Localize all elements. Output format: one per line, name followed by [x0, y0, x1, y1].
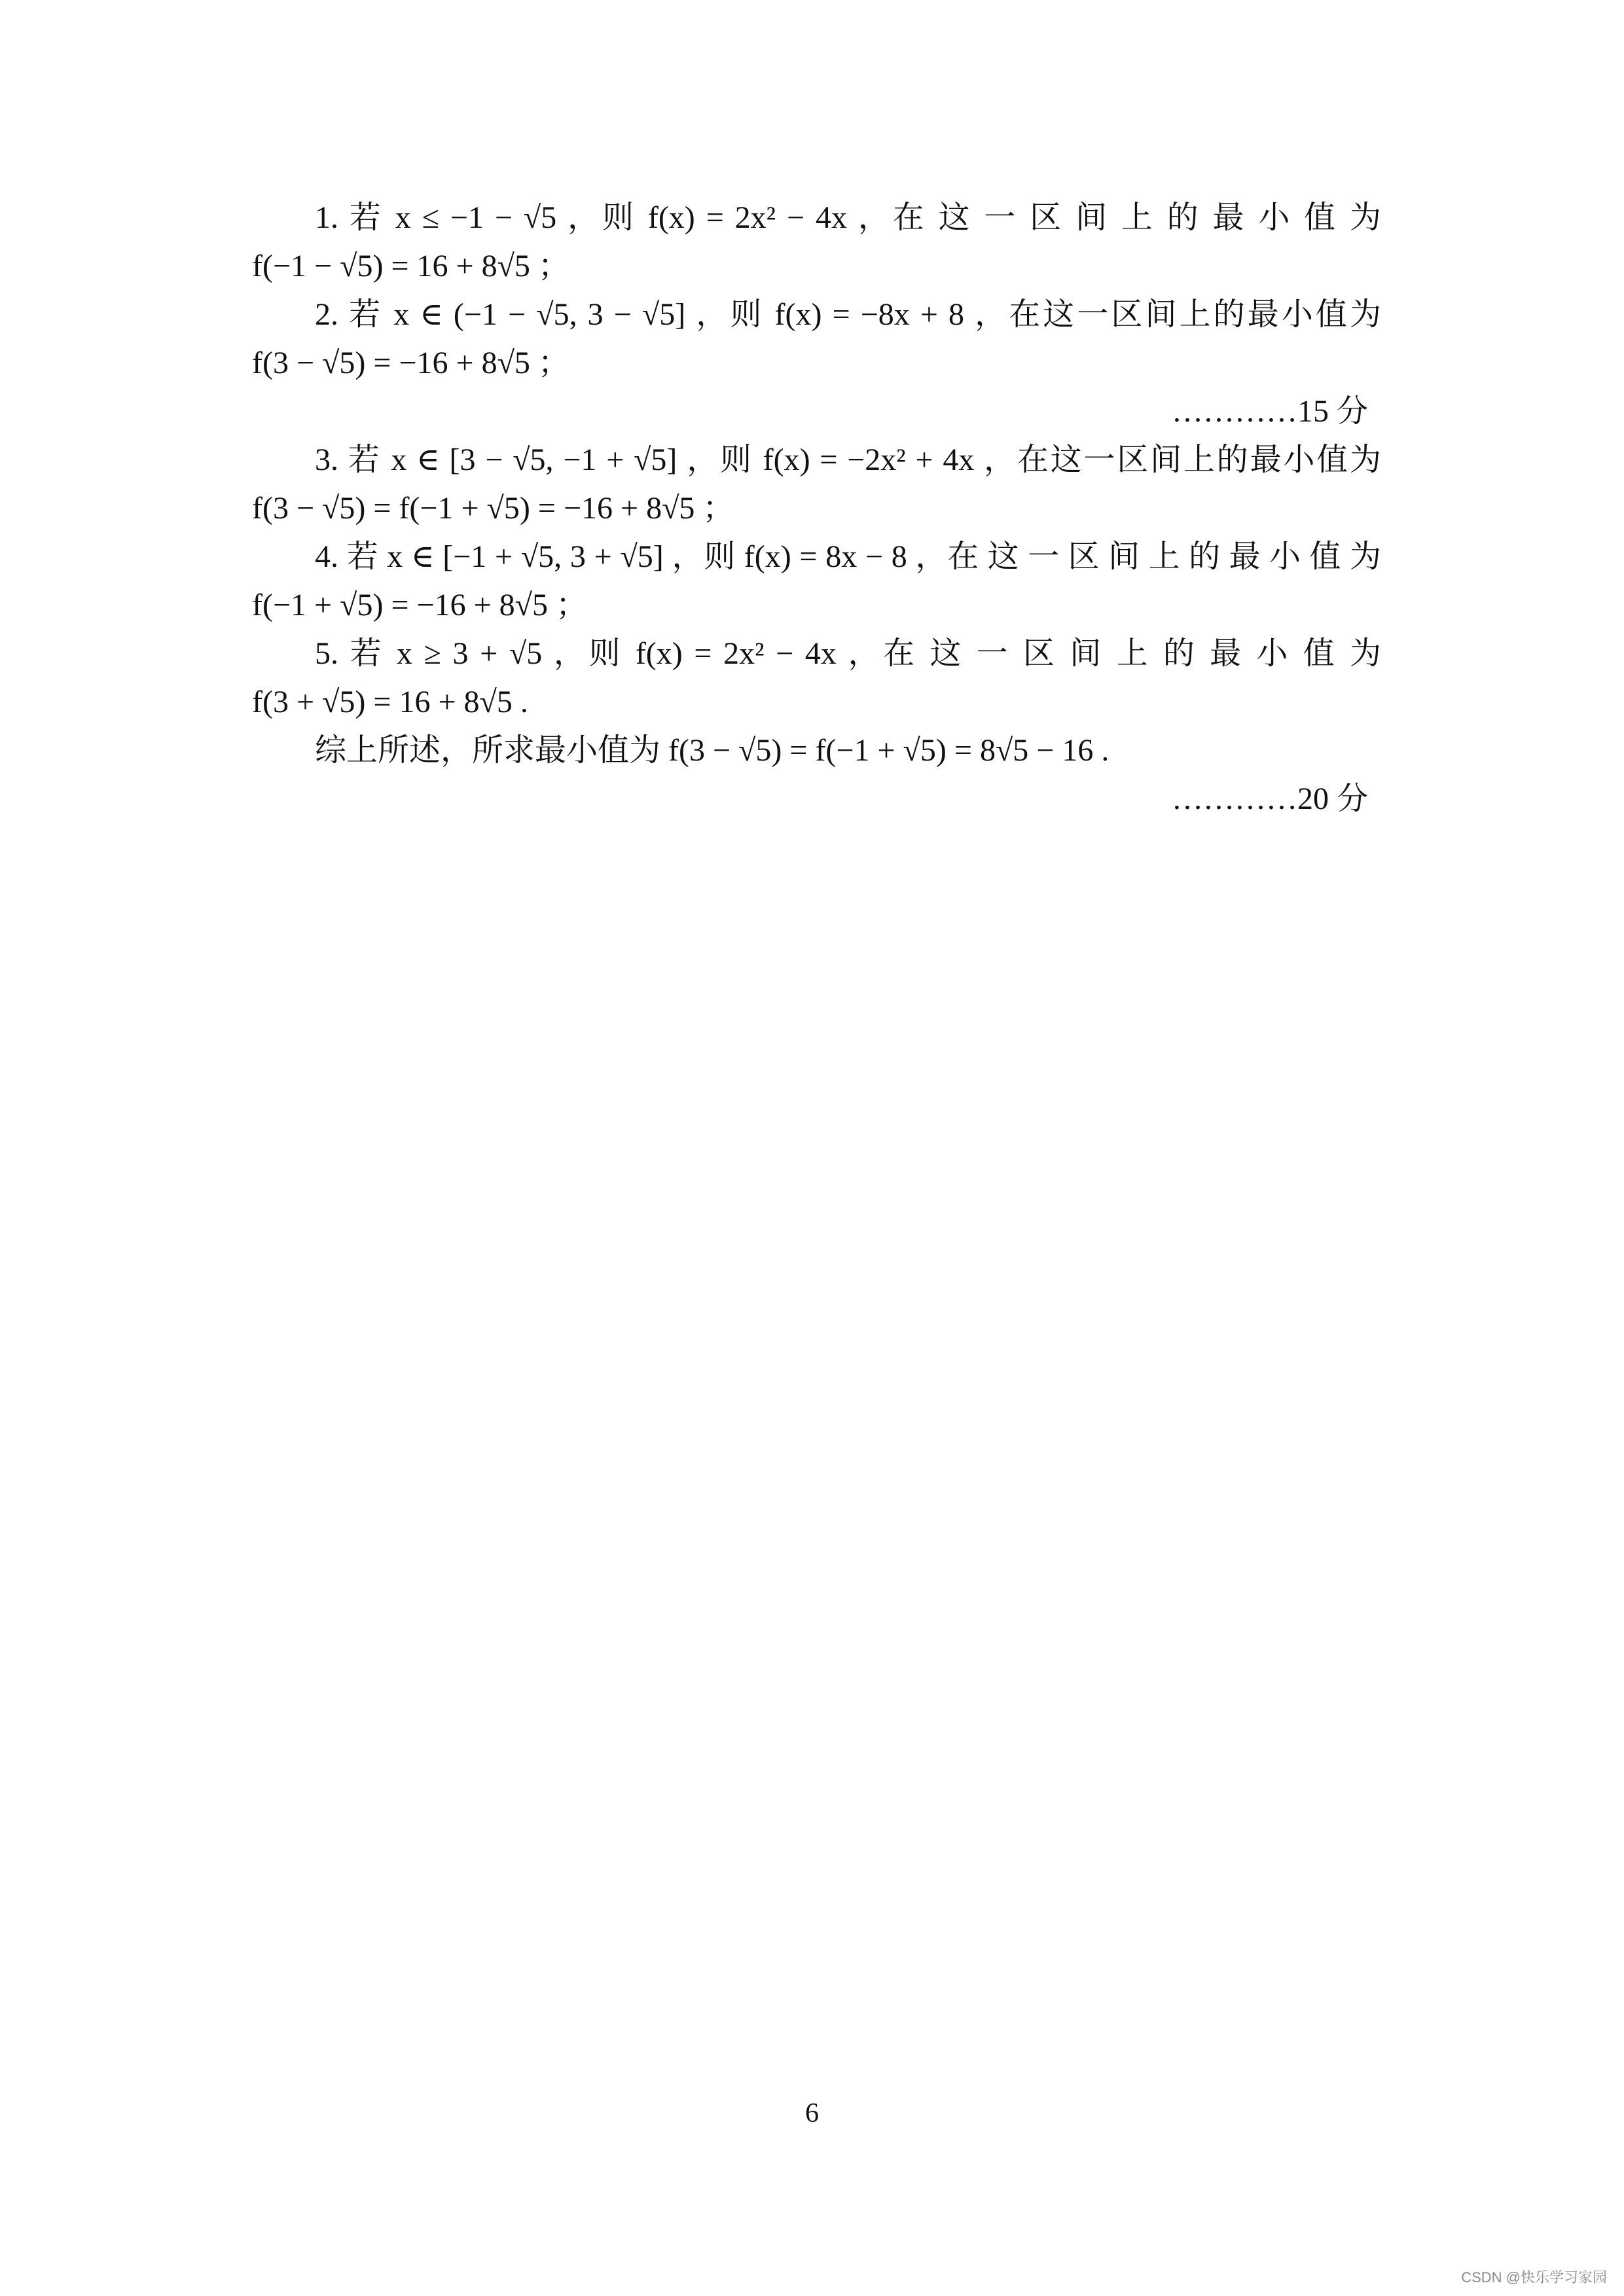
case-5-line-1: 5. 若 x ≥ 3 + √5 ，则 f(x) = 2x² − 4x ，在 这 一 区 间 上 的 最 小 值 为 [315, 636, 1381, 671]
solution-content [252, 194, 1381, 823]
case-3-line-2: f(3 − √5) = f(−1 + √5) = −16 + 8√5 ； [252, 491, 734, 526]
case-2-line-2: f(3 − √5) = −16 + 8√5 ； [252, 346, 569, 380]
watermark-text: CSDN @快乐学习家园 [1461, 2269, 1607, 2286]
score-marker-15: …………15 分 [1171, 394, 1368, 429]
case-2-line-1: 2. 若 x ∈ (−1 − √5, 3 − √5] ，则 f(x) = −8x + 8 ，在这一区间上的最小值为 [315, 297, 1381, 332]
case-4-line-1: 4. 若 x ∈ [−1 + √5, 3 + √5] ，则 f(x) = 8x − 8 ，在 这 一 区 间 上 的 最 小 值 为 [315, 539, 1381, 574]
conclusion-line: 综上所述，所求最小值为 f(3 − √5) = f(−1 + √5) = 8√5 − 16 . [315, 733, 1110, 768]
page-number: 6 [805, 2098, 819, 2128]
case-4-line-2: f(−1 + √5) = −16 + 8√5 ； [252, 588, 587, 622]
case-5-line-2: f(3 + √5) = 16 + 8√5 . [252, 685, 528, 719]
score-marker-20: …………20 分 [1171, 781, 1368, 816]
case-1-line-2: f(−1 − √5) = 16 + 8√5 ； [252, 249, 569, 283]
case-3-line-1: 3. 若 x ∈ [3 − √5, −1 + √5] ，则 f(x) = −2x² + 4x ，在这一区间上的最小值为 [315, 442, 1381, 477]
case-1-line-1: 1. 若 x ≤ −1 − √5 ，则 f(x) = 2x² − 4x ，在 这 一 区 间 上 的 最 小 值 为 [315, 200, 1381, 235]
